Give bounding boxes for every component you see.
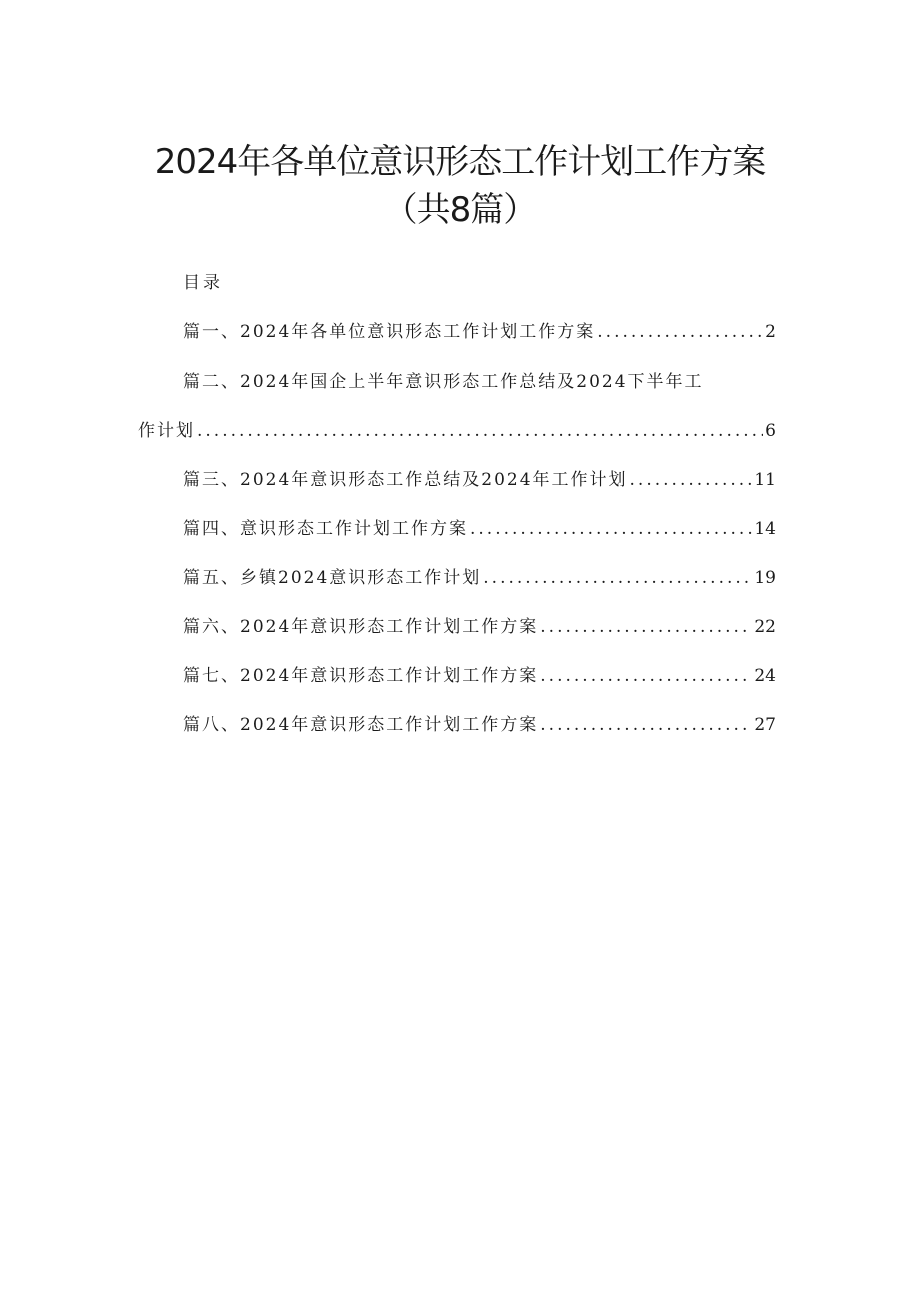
- toc-page-number: 24: [754, 666, 776, 686]
- toc-entry-2[interactable]: [138, 418, 776, 444]
- toc-leader-dots: [597, 319, 763, 345]
- toc-entry-8[interactable]: [183, 712, 776, 738]
- toc-entry-title: 篇一、2024年各单位意识形态工作计划工作方案: [183, 322, 596, 342]
- toc-page-number: 22: [754, 617, 776, 637]
- toc-leader-dots: [470, 516, 752, 542]
- toc-page-number: 14: [754, 519, 776, 539]
- toc-entry-title: 作计划: [138, 421, 195, 441]
- toc-entry-title: 篇七、2024年意识形态工作计划工作方案: [183, 666, 539, 686]
- toc-entry-5[interactable]: [183, 565, 776, 591]
- toc-page-number: 11: [754, 470, 776, 490]
- toc-leader-dots: [540, 663, 752, 689]
- toc-leader-dots: [483, 565, 752, 591]
- toc-entry-title: 篇六、2024年意识形态工作计划工作方案: [183, 617, 539, 637]
- toc-entry-title: 篇八、2024年意识形态工作计划工作方案: [183, 715, 539, 735]
- toc-page-number: 6: [765, 421, 776, 441]
- toc-page-number: 27: [754, 715, 776, 735]
- document-subtitle: （共8篇）: [383, 190, 537, 230]
- toc-entry-6[interactable]: [183, 614, 776, 640]
- toc-leader-dots: [630, 467, 753, 493]
- toc-entry-title: 篇三、2024年意识形态工作总结及2024年工作计划: [183, 470, 628, 490]
- toc-entry-4[interactable]: [183, 516, 776, 542]
- toc-entry-3[interactable]: [183, 467, 776, 493]
- toc-heading: 目录: [183, 273, 223, 293]
- toc-entry-1[interactable]: [183, 319, 776, 345]
- toc-leader-dots: [540, 712, 752, 738]
- toc-entry-title: 篇五、乡镇2024意识形态工作计划: [183, 568, 482, 588]
- toc-entry-7[interactable]: [183, 663, 776, 689]
- toc-page-number: 2: [765, 322, 776, 342]
- toc-leader-dots: [197, 418, 763, 444]
- toc-page-number: 19: [754, 568, 776, 588]
- toc-entry-2-line1[interactable]: 篇二、2024年国企上半年意识形态工作总结及2024下半年工: [183, 372, 704, 392]
- toc-leader-dots: [540, 614, 752, 640]
- toc-entry-title: 篇四、意识形态工作计划工作方案: [183, 519, 468, 539]
- document-title: 2024年各单位意识形态工作计划工作方案: [154, 142, 766, 182]
